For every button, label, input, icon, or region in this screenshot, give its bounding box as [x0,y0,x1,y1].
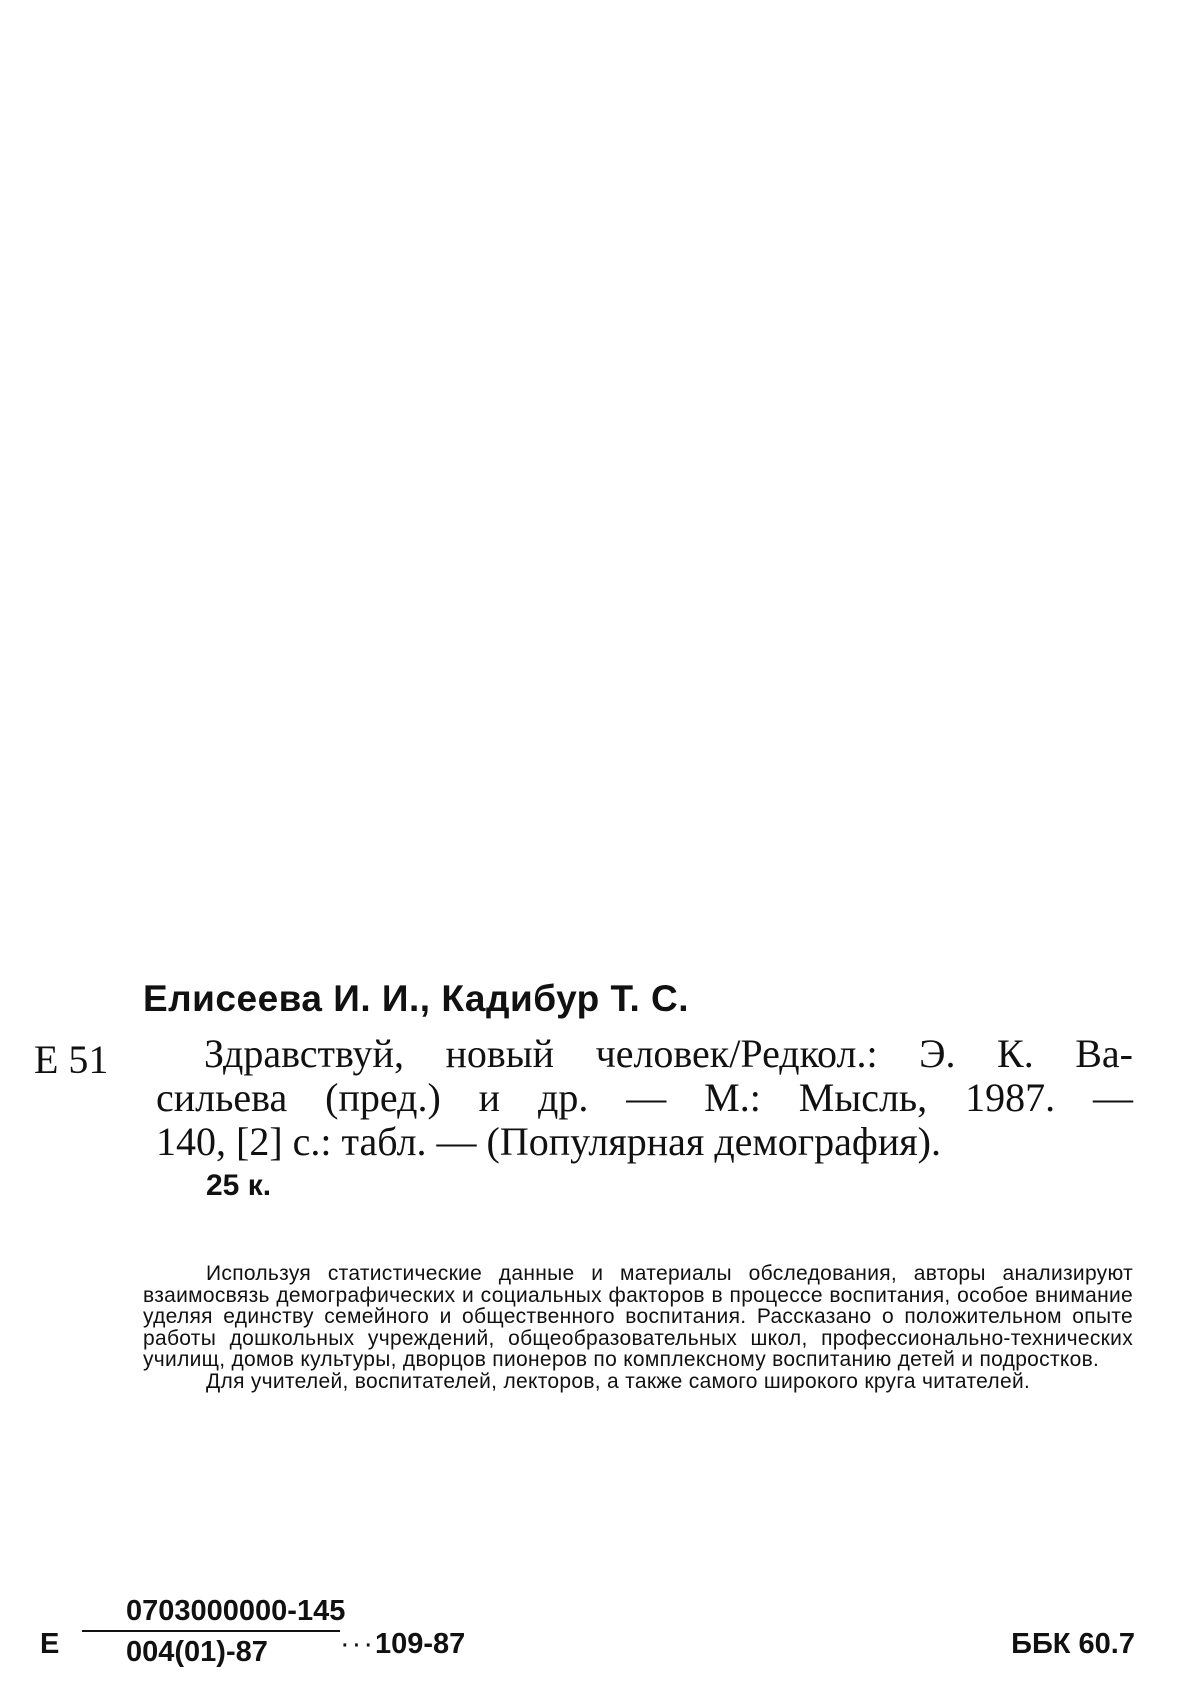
entry-line-3: 140, [2] с.: табл. — (Популярная демография). [156,1119,941,1164]
imprint-denominator: 004(01)-87 [126,1636,268,1668]
price: 25 к. [206,1169,272,1202]
entry-line-1: Здравствуй, новый человек/Редкол.: Э. К. Ва- [204,1031,1133,1076]
imprint-fraction [82,1595,351,1669]
annotation-paragraph-2: Для учителей, воспитателей, лекторов, а также самого широкого круга читателей. [206,1369,1031,1393]
leader-dots: ··· [340,1628,375,1660]
imprint-letter: Е [40,1628,60,1660]
publication-imprint [40,1595,1135,1695]
imprint-suffix: 109-87 [374,1628,466,1660]
bbk-code: ББК 60.7 [1011,1628,1135,1660]
library-index: Е 51 [34,1037,109,1082]
imprint-suffix-group [340,1628,465,1661]
imprint-numerator: 0703000000-145 [126,1595,346,1627]
annotation [143,1263,1133,1392]
entry-line-2: сильева (пред.) и др. — М.: Мысль, 1987. — [156,1075,1133,1120]
annotation-paragraph-1: Используя статистические данные и материалы обследования, авторы анализируют взаимосвязь демографических и социальных факторов в процессе воспитания, особое внимание уделяя единству семейного и общественного воспитания. Рассказано о положительном опыте работы дошкольных учреждений, общеобразовательных школ, профессионально-технических училищ, домов культуры, дворцов пионеров по комплексному воспитанию детей и подростков. [143,1262,1133,1371]
authors-heading: Елисеева И. И., Кадибур Т. С. [143,978,690,1019]
bibliographic-entry [156,1032,1133,1208]
